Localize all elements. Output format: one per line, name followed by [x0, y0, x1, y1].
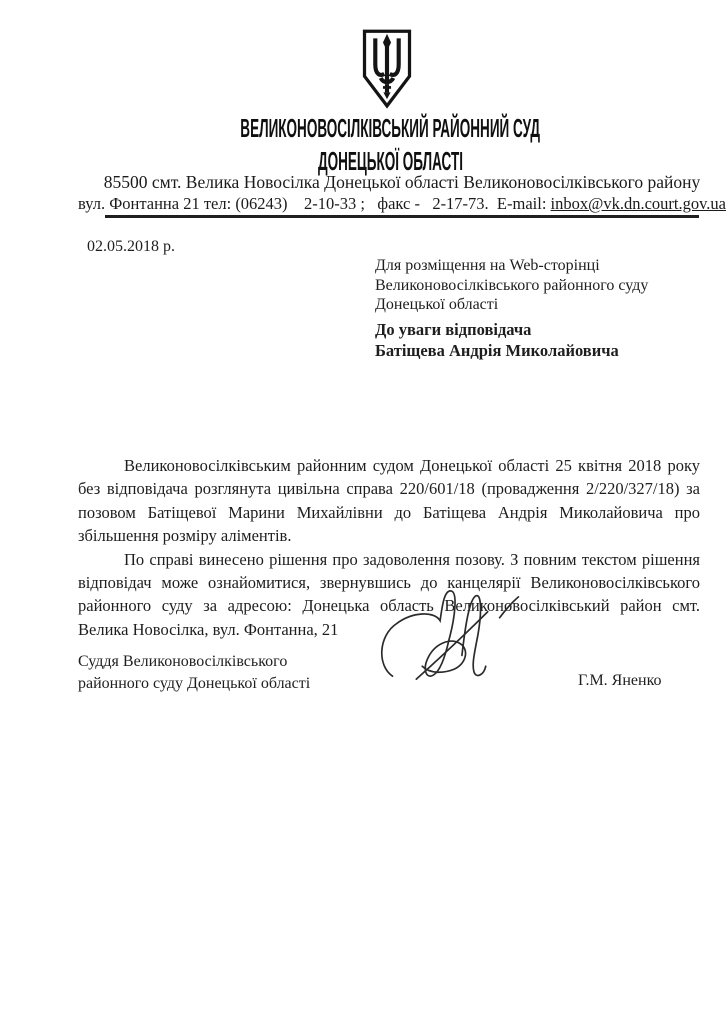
letterhead-divider [105, 215, 699, 218]
recipient-line: Донецької області [375, 296, 499, 313]
document-date: 02.05.2018 р. [87, 238, 175, 255]
judge-title-block [78, 651, 310, 694]
recipient-line: Великоновосілківського районного суду [375, 276, 649, 294]
letterhead-address [0, 172, 727, 214]
handwritten-signature [378, 584, 528, 698]
trident-icon [360, 27, 414, 111]
email-text: inbox@vk.dn.court.gov.ua [550, 194, 726, 213]
court-name-line1: ВЕЛИКОНОВОСІЛКІВСЬКИЙ РАЙОННИЙ СУД [240, 113, 540, 143]
recipient-block [375, 256, 648, 315]
address-line1: 85500 смт. Велика Новосілка Донецької області Великоновосілківського району [103, 172, 701, 192]
address-line2-text: вул. Фонтанна 21 тел: (06243) 2-10-33 ; факс - 2-17-73. E-mail: [78, 194, 551, 213]
address-line2 [0, 193, 727, 214]
judge-title-line2: районного суду Донецької області [78, 674, 311, 692]
letterhead-court-name [0, 112, 727, 178]
body-paragraph-1: Великоновосілківським районним судом Донецької області 25 квітня 2018 року без відповідача розглянута цивільна справа 220/601/18 (провадження 2/220/327/18) за позовом Батіщевої Марини Михайлівни до Батіщева Андрія Миколайовича про збільшення розміру аліментів. [78, 456, 700, 546]
ukraine-trident-emblem [360, 27, 414, 111]
attention-line1: До уваги відповідача [375, 320, 532, 339]
judge-title-line1: Суддя Великоновосілківського [78, 653, 288, 670]
attention-block [375, 320, 619, 361]
recipient-line: Для розміщення на Web-сторінці [375, 257, 600, 274]
body-paragraph-2: По справі винесено рішення про задоволення позову. З повним текстом рішення відповідач може ознайомитися, звернувшись до канцелярії Великоновосілківського районного суду за адресою: Донецька область Великоновосілківський район смт. Велика Новосілка, вул. Фонтанна, 21 [78, 549, 700, 639]
attention-line2: Батіщева Андрія Миколайовича [375, 340, 619, 360]
signature-scribble-icon [378, 584, 528, 698]
judge-name: Г.М. Яненко [578, 672, 662, 689]
court-name-line2: ДОНЕЦЬКОЇ ОБЛАСТІ [317, 146, 463, 176]
